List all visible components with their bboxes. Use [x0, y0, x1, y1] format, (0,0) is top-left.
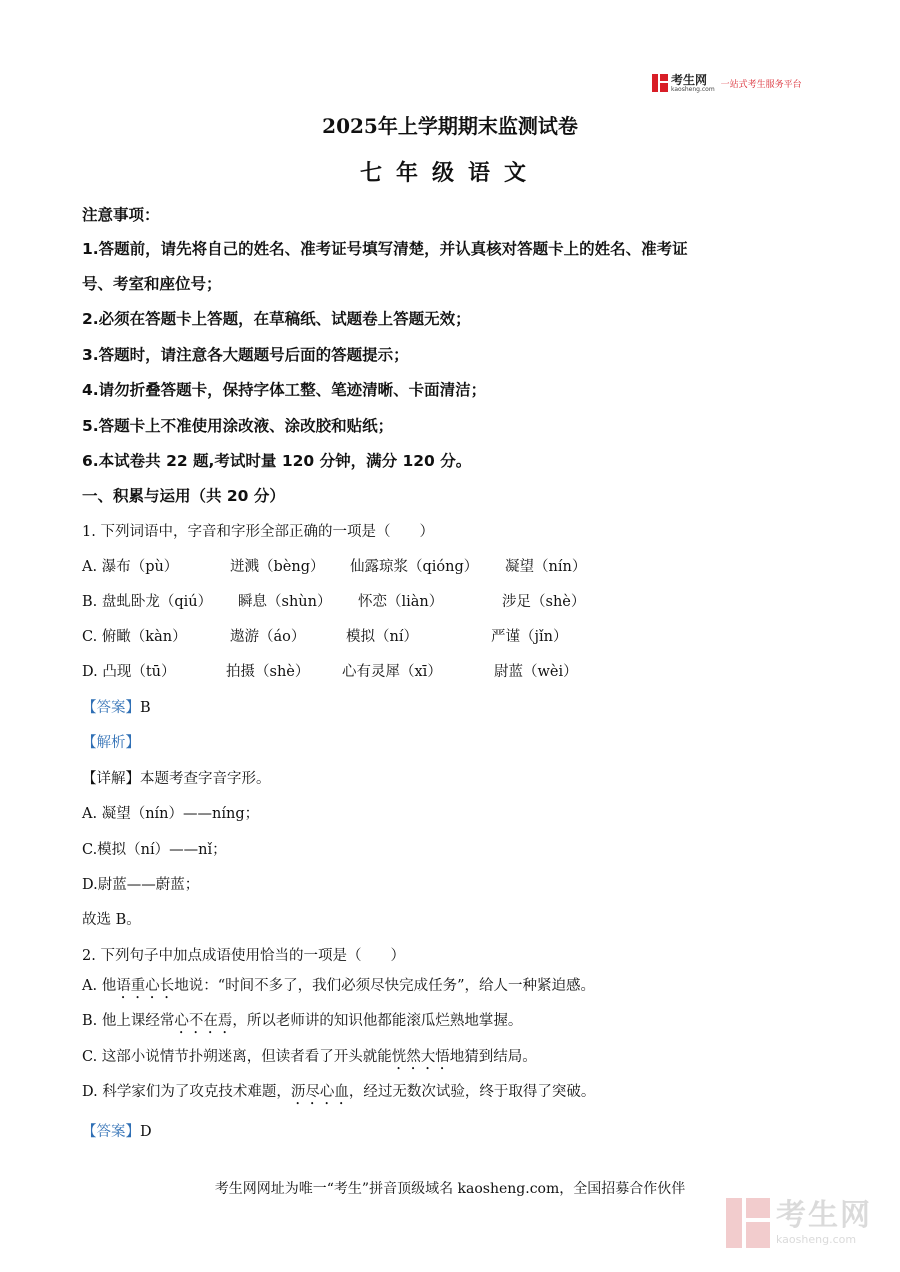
option-item: 心有灵犀（xī）	[342, 664, 442, 680]
option-text: ，经过无数次试验，终于取得了突破。	[348, 1084, 596, 1100]
option-item: B. 盘虬卧龙（qiú）	[82, 594, 213, 610]
option-text: B. 他上课经常	[82, 1013, 175, 1029]
option-text: A. 他	[82, 978, 117, 994]
exam-subtitle: 七年级语文	[359, 160, 540, 186]
option-item: 怀恋（liàn）	[358, 594, 444, 610]
question-1-answer	[82, 696, 151, 717]
watermark-domain: kaosheng.com	[776, 1233, 857, 1246]
option-item: 凝望（nín）	[505, 559, 587, 575]
notes-heading: 注意事项：	[82, 206, 160, 224]
brand-logo	[652, 72, 802, 94]
watermark-logo-icon	[726, 1198, 770, 1248]
option-item: 拍摄（shè）	[226, 664, 310, 680]
option-text: 地说：“时间不多了，我们必须尽快完成任务”，给人一种紧迫感。	[174, 978, 596, 994]
option-c	[82, 1045, 537, 1073]
section-heading: 一、积累与运用（共 20 分）	[82, 487, 285, 505]
brand-domain: kaosheng.com	[671, 85, 715, 93]
explanation-line: D.尉蓝——蔚蓝；	[82, 877, 200, 893]
brand-logo-icon	[652, 74, 668, 92]
option-item: 迸溅（bèng）	[230, 559, 325, 575]
option-text: 地猜到结局。	[449, 1049, 537, 1065]
explanation-line: A. 凝望（nín）——níng；	[82, 806, 260, 822]
watermark-logo	[726, 1198, 872, 1248]
note-line: 4.请勿折叠答题卡，保持字体工整、笔迹清晰、卡面清洁；	[82, 381, 487, 399]
option-item: 瞬息（shùn）	[238, 594, 332, 610]
dotted-idiom: 沥尽心血	[290, 1084, 349, 1100]
question-2-stem: 2. 下列句子中加点成语使用恰当的一项是（ ）	[82, 948, 405, 964]
answer-value: B	[140, 700, 151, 716]
option-item: D. 凸现（tū）	[82, 664, 176, 680]
option-item: 严谨（jǐn）	[491, 629, 568, 645]
option-text: D. 科学家们为了攻克技术难题，	[82, 1084, 291, 1100]
option-item: 仙露琼浆（qióng）	[350, 559, 479, 575]
answer-value: D	[140, 1124, 152, 1140]
option-item: 涉足（shè）	[502, 594, 586, 610]
option-a	[82, 974, 595, 1002]
option-text: ，所以老师讲的知识他都能滚瓜烂熟地掌握。	[232, 1013, 523, 1029]
option-b	[82, 1009, 522, 1037]
exam-title: 2025年上学期期末监测试卷	[322, 114, 578, 138]
option-item: C. 俯瞰（kàn）	[82, 629, 187, 645]
watermark-name: 考生网	[776, 1198, 872, 1233]
dotted-idiom: 语重心长	[116, 978, 175, 994]
analysis-tag: 【解析】	[82, 735, 140, 751]
detail-line: 【详解】本题考查字音字形。	[82, 771, 271, 787]
question-1-stem: 1. 下列词语中，字音和字形全部正确的一项是（ ）	[82, 524, 434, 540]
note-line: 5.答题卡上不准使用涂改液、涂改胶和贴纸；	[82, 417, 394, 435]
note-line: 1.答题前，请先将自己的姓名、准考证号填写清楚，并认真核对答题卡上的姓名、准考证	[82, 240, 688, 258]
answer-tag: 【答案】	[82, 1124, 140, 1140]
option-item: 模拟（ní）	[346, 629, 418, 645]
option-item: 尉蓝（wèi）	[494, 664, 578, 680]
option-d	[82, 1080, 595, 1108]
option-item: 遨游（áo）	[230, 629, 306, 645]
option-text: C. 这部小说情节扑朔迷离，但读者看了开头就能	[82, 1049, 392, 1065]
note-line: 3.答题时，请注意各大题题号后面的答题提示；	[82, 346, 409, 364]
conclusion-line: 故选 B。	[82, 912, 141, 928]
footer-text: 考生网网址为唯一“考生”拼音顶级域名 kaosheng.com，全国招募合作伙伴	[214, 1181, 686, 1197]
brand-name: 考生网	[671, 72, 708, 87]
dotted-idiom: 心不在焉	[174, 1013, 233, 1029]
option-item: A. 瀑布（pù）	[82, 559, 179, 575]
brand-slogan: 一站式考生服务平台	[720, 79, 802, 90]
answer-tag: 【答案】	[82, 700, 140, 716]
note-line: 2.必须在答题卡上答题，在草稿纸、试题卷上答题无效；	[82, 310, 471, 328]
note-line: 号、考室和座位号；	[82, 275, 222, 293]
dotted-idiom: 恍然大悟	[391, 1049, 450, 1065]
question-2-answer	[82, 1120, 152, 1141]
explanation-line: C.模拟（ní）——nǐ；	[82, 842, 227, 858]
note-line: 6.本试卷共 22 题,考试时量 120 分钟，满分 120 分。	[82, 452, 472, 470]
